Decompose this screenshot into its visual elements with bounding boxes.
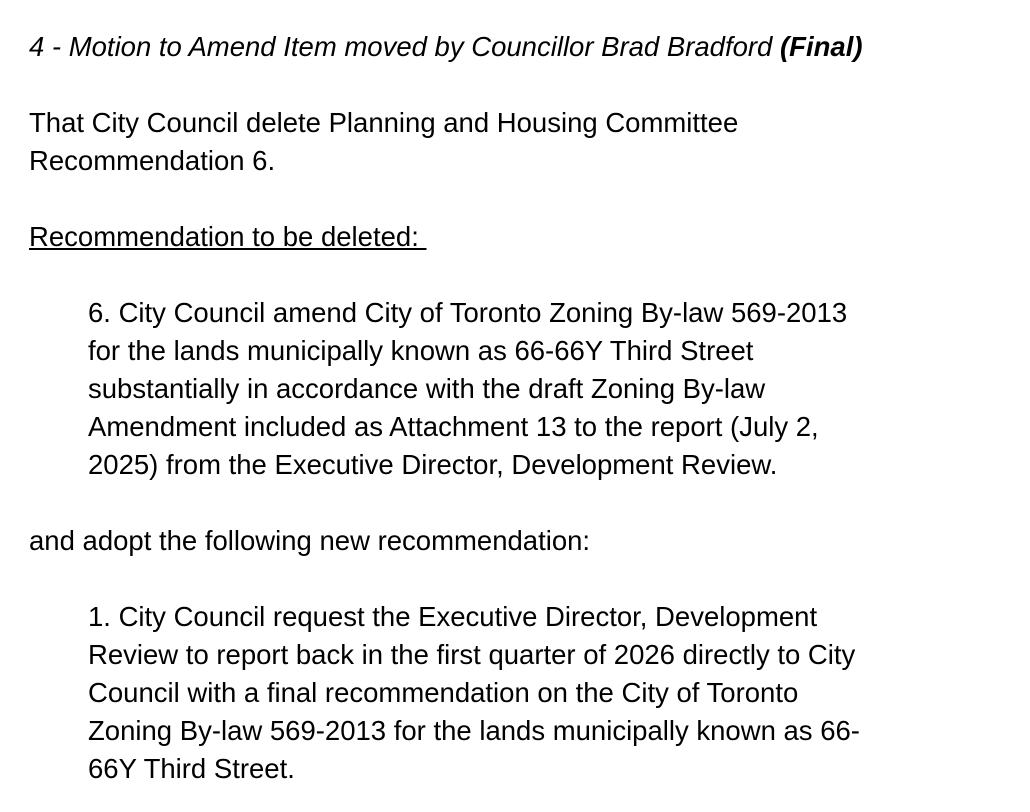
deleted-recommendation-line: 2025) from the Executive Director, Development Review. [88, 449, 778, 480]
new-recommendation-line: Council with a final recommendation on the City of Toronto [88, 677, 799, 708]
intro-paragraph [29, 104, 738, 180]
motion-title-text: 4 - Motion to Amend Item moved by Councillor Brad Bradford [29, 31, 773, 62]
new-recommendation-line: 1. City Council request the Executive Director, Development [88, 601, 818, 632]
deleted-recommendation-line: for the lands municipally known as 66-66Y Third Street [88, 335, 754, 366]
new-recommendation-line: Review to report back in the first quarter of 2026 directly to City [88, 639, 856, 670]
motion-status: (Final) [780, 31, 863, 62]
new-recommendation-line: Zoning By-law 569-2013 for the lands municipally known as 66- [88, 715, 860, 746]
deleted-recommendation [88, 294, 998, 484]
deleted-recommendation-line: 6. City Council amend City of Toronto Zoning By-law 569-2013 [88, 297, 848, 328]
adopt-paragraph: and adopt the following new recommendation: [29, 525, 591, 556]
new-recommendation-line: 66Y Third Street. [88, 753, 295, 784]
deleted-recommendation-line: Amendment included as Attachment 13 to the report (July 2, [88, 411, 819, 442]
intro-line: That City Council delete Planning and Housing Committee [29, 107, 739, 138]
deleted-recommendation-line: substantially in accordance with the draft Zoning By-law [88, 373, 766, 404]
deleted-heading: Recommendation to be deleted: [29, 221, 427, 252]
new-recommendation [88, 598, 998, 788]
motion-title [29, 28, 863, 66]
intro-line: Recommendation 6. [29, 145, 276, 176]
